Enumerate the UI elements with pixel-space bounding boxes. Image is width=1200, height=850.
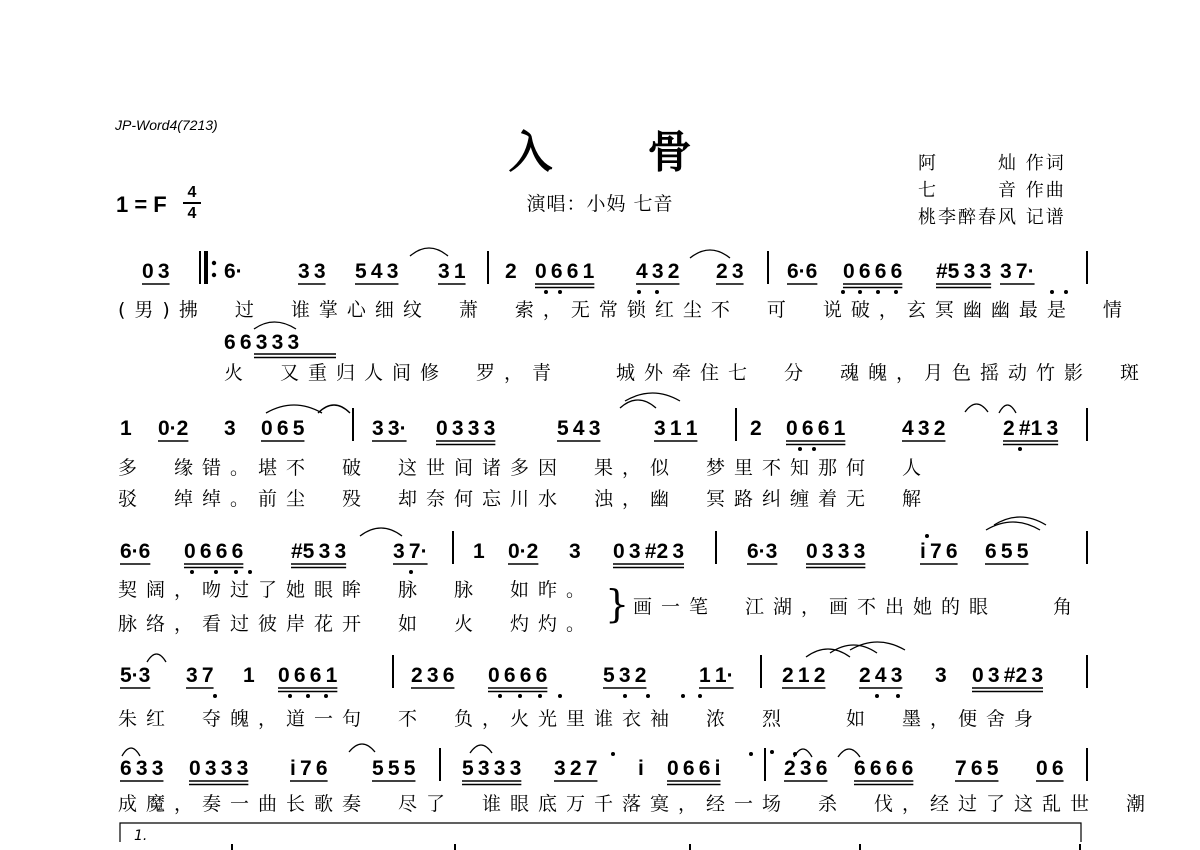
low-octave-dot: [896, 694, 900, 698]
slur: [838, 749, 860, 757]
note-group: 0 3: [142, 260, 170, 283]
note-group: 2 4 3: [859, 664, 903, 687]
lyric-line: 成魔，奏一曲长歌奏 尽了 谁眼底万千落寞，经一场 杀 伐，经过了这乱世 潮: [118, 793, 1155, 815]
low-octave-dot: [798, 447, 802, 451]
low-octave-dot: [306, 694, 310, 698]
note-group: 2 3: [716, 260, 744, 283]
slur: [850, 642, 905, 650]
note-group: 1 1·: [699, 664, 734, 687]
note-group: 5 3 2: [603, 664, 647, 687]
slur: [410, 248, 448, 256]
low-octave-dot: [646, 694, 650, 698]
low-octave-dot: [1064, 290, 1068, 294]
lyric-line: 驳 绰绰。前尘 殁 却奈何忘川水 浊，幽 冥路纠缠着无 解: [118, 488, 931, 510]
note-group: 0 3 #2 3: [972, 664, 1044, 687]
lyric-line: 多 缘错。堪不 破 这世间诸多因 果，似 梦里不知那何 人: [118, 457, 931, 479]
note-group: 6 3 3: [120, 757, 164, 780]
note-group: 4 3 2: [636, 260, 680, 283]
key-signature: 1 = F: [116, 192, 167, 217]
slur: [830, 645, 877, 653]
time-top: 4: [187, 184, 197, 201]
composer-credit: 七 音 作曲: [918, 180, 1066, 201]
note-group: 0·2: [158, 417, 189, 440]
note-group: 0 3 3 3: [806, 540, 866, 563]
note-group: 0 3 #2 3: [613, 540, 685, 563]
low-octave-dot: [498, 694, 502, 698]
low-octave-dot: [558, 290, 562, 294]
low-octave-dot: [190, 570, 194, 574]
note-group: 3 7: [186, 664, 214, 687]
volta-bracket: [120, 823, 1081, 842]
singer-line: 演唱：小妈 七音: [526, 193, 674, 215]
note-group: 6·6: [787, 260, 818, 283]
slur: [122, 748, 140, 756]
note-group: 3: [224, 417, 236, 440]
note-group: 2: [505, 260, 517, 283]
note-group: 0 6 6 1: [786, 417, 846, 440]
low-octave-dot: [876, 290, 880, 294]
note-group: 5 5 5: [372, 757, 416, 780]
low-octave-dot: [248, 570, 252, 574]
note-group: 0 6: [1036, 757, 1064, 780]
transcriber-credit: 桃李醉春风 记谱: [918, 207, 1066, 228]
note-group: 3 1 1: [654, 417, 698, 440]
low-octave-dot: [698, 694, 702, 698]
low-octave-dot: [812, 447, 816, 451]
high-octave-dot: [770, 750, 774, 754]
time-bottom: 4: [187, 205, 197, 222]
repeat-dot: [212, 273, 216, 277]
low-octave-dot: [288, 694, 292, 698]
note-group: #5 3 3: [291, 540, 347, 563]
low-octave-dot: [841, 290, 845, 294]
lyric-line: 脉络，看过彼岸花开 如 火 灼灼。: [118, 613, 595, 635]
slur: [690, 250, 730, 258]
low-octave-dot: [544, 290, 548, 294]
alt-note-group: 6 6 3 3 3: [224, 331, 300, 354]
slur: [254, 322, 296, 329]
low-octave-dot: [655, 290, 659, 294]
note-group: 5 4 3: [557, 417, 601, 440]
song-title: 入骨: [508, 127, 787, 178]
note-group: 6·3: [747, 540, 778, 563]
low-octave-dot: [409, 570, 413, 574]
high-octave-dot: [749, 752, 753, 756]
note-group: 2 3 6: [784, 757, 828, 780]
note-group: 1: [120, 417, 132, 440]
note-group: 6·6: [120, 540, 151, 563]
lyric-line: (男)拂 过 谁掌心细纹 萧 索，无常锁红尘不 可 说破，玄冥幽幽最是 情: [118, 299, 1131, 321]
lyricist-credit: 阿 灿 作词: [918, 153, 1066, 174]
note-group: i 7 6: [920, 540, 958, 563]
low-octave-dot: [234, 570, 238, 574]
note-group: 3: [569, 540, 581, 563]
note-group: 2 1 2: [782, 664, 826, 687]
note-group: i 7 6: [290, 757, 328, 780]
slur: [470, 745, 492, 753]
slur: [318, 405, 350, 413]
note-group: 5 3 3 3: [462, 757, 522, 780]
slur: [147, 654, 166, 662]
slur: [360, 528, 402, 536]
note-group: 3 2 7: [554, 757, 598, 780]
note-group: 0 6 6 6: [488, 664, 548, 687]
alt-lyric-line: 火 又重归人间修 罗，青 城外牵住七 分 魂魄，月色摇动竹影 斑: [224, 362, 1149, 384]
note-group: 0 6 6 1: [535, 260, 595, 283]
high-octave-dot: [611, 752, 615, 756]
high-octave-dot: [793, 752, 797, 756]
note-group: #5 3 3: [936, 260, 992, 283]
software-label: JP-Word4(7213): [115, 117, 218, 133]
note-group: 2 #1 3: [1003, 417, 1059, 440]
low-octave-dot: [623, 694, 627, 698]
note-group: 3 3: [298, 260, 326, 283]
high-octave-dot: [925, 534, 929, 538]
note-group: 3 1: [438, 260, 466, 283]
note-group: 0 3 3 3: [436, 417, 496, 440]
repeat-dot: [212, 261, 216, 265]
note-group: 7 6 5: [955, 757, 999, 780]
side-lyric-line: 画一笔 江湖，画不出她的眼 角: [633, 596, 1082, 618]
low-octave-dot: [324, 694, 328, 698]
note-group: 0 6 6 6: [843, 260, 903, 283]
volta-label: 1.: [134, 828, 148, 844]
note-group: 5·3: [120, 664, 151, 687]
note-group: 3: [935, 664, 947, 687]
low-octave-dot: [875, 694, 879, 698]
note-group: 3 3·: [372, 417, 407, 440]
note-group: 2 3 6: [411, 664, 455, 687]
low-octave-dot: [1018, 447, 1022, 451]
note-group: 6·: [224, 260, 243, 283]
note-group: 0 6 6 1: [278, 664, 338, 687]
note-group: 0 3 3 3: [189, 757, 249, 780]
note-group: 2: [750, 417, 762, 440]
note-group: 0 6 6 6: [184, 540, 244, 563]
slur: [986, 522, 1040, 530]
note-group: 4 3 2: [902, 417, 946, 440]
note-group: 3 7·: [393, 540, 428, 563]
low-octave-dot: [681, 694, 685, 698]
note-group: 0 6 6 i: [667, 757, 721, 780]
slur: [349, 744, 375, 752]
slur: [806, 649, 850, 657]
low-octave-dot: [213, 694, 217, 698]
note-group: 6 5 5: [985, 540, 1029, 563]
note-group: 1: [473, 540, 485, 563]
brace: }: [605, 582, 630, 626]
low-octave-dot: [214, 570, 218, 574]
lyric-line: 朱红 夺魄，道一句 不 负，火光里谁衣袖 浓 烈 如 墨，便舍身: [118, 708, 1043, 730]
note-group: 1: [243, 664, 255, 687]
lyric-line: 契阔，吻过了她眼眸 脉 脉 如昨。: [118, 579, 595, 601]
low-octave-dot: [1050, 290, 1054, 294]
slur: [999, 405, 1016, 413]
slur: [266, 405, 322, 413]
low-octave-dot: [894, 290, 898, 294]
note-group: 0 6 5: [261, 417, 305, 440]
low-octave-dot: [637, 290, 641, 294]
note-group: 6 6 6 6: [854, 757, 914, 780]
slur: [625, 393, 680, 401]
low-octave-dot: [518, 694, 522, 698]
note-group: 5 4 3: [355, 260, 399, 283]
note-group: 0·2: [508, 540, 539, 563]
note-group: 3 7·: [1000, 260, 1035, 283]
note-group: i: [638, 757, 644, 780]
low-octave-dot: [558, 694, 562, 698]
low-octave-dot: [858, 290, 862, 294]
low-octave-dot: [538, 694, 542, 698]
slur: [965, 404, 988, 412]
